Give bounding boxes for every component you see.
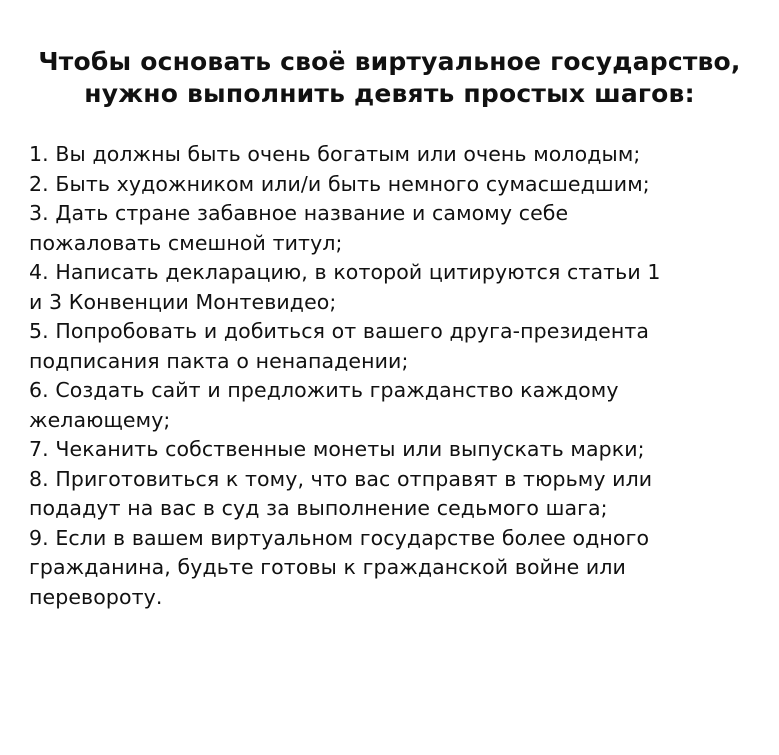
step-6	[29, 376, 759, 435]
page-title	[0, 46, 779, 110]
step-line: 9. Если в вашем виртуальном государстве более одного	[29, 525, 650, 550]
step-line: и 3 Конвенции Монтевидео;	[29, 289, 337, 314]
step-4	[29, 258, 759, 317]
step-line: гражданина, будьте готовы к гражданской войне или	[29, 555, 626, 579]
step-line: пожаловать смешной титул;	[29, 230, 343, 255]
step-5	[29, 317, 759, 376]
step-line: 5. Попробовать и добиться от вашего друга-президента	[29, 319, 650, 343]
step-line: 7. Чеканить собственные монеты или выпускать марки;	[29, 437, 645, 461]
step-line: подадут на вас в суд за выполнение седьмого шага;	[29, 496, 608, 520]
step-3	[29, 199, 759, 258]
step-line: 4. Написать декларацию, в которой цитируются статьи 1	[29, 260, 661, 284]
step-8	[29, 465, 759, 524]
step-line: 8. Приготовиться к тому, что вас отправят в тюрьму или	[29, 466, 653, 491]
step-1	[29, 140, 759, 170]
step-9	[29, 524, 759, 613]
step-line: 3. Дать стране забавное название и самому себе	[29, 201, 569, 225]
title-line-1: Чтобы основать своё виртуальное государство,	[38, 47, 741, 76]
step-line: 2. Быть художником или/и быть немного сумасшедшим;	[29, 171, 650, 196]
step-2	[29, 170, 759, 200]
step-line: подписания пакта о ненападении;	[29, 348, 409, 373]
title-line-2: нужно выполнить девять простых шагов:	[84, 79, 695, 108]
step-line: желающему;	[29, 407, 171, 432]
step-7	[29, 435, 759, 465]
steps-list	[29, 140, 759, 612]
step-line: 6. Создать сайт и предложить гражданство каждому	[29, 378, 619, 402]
step-line: 1. Вы должны быть очень богатым или очень молодым;	[29, 142, 641, 166]
step-line: перевороту.	[29, 584, 163, 609]
